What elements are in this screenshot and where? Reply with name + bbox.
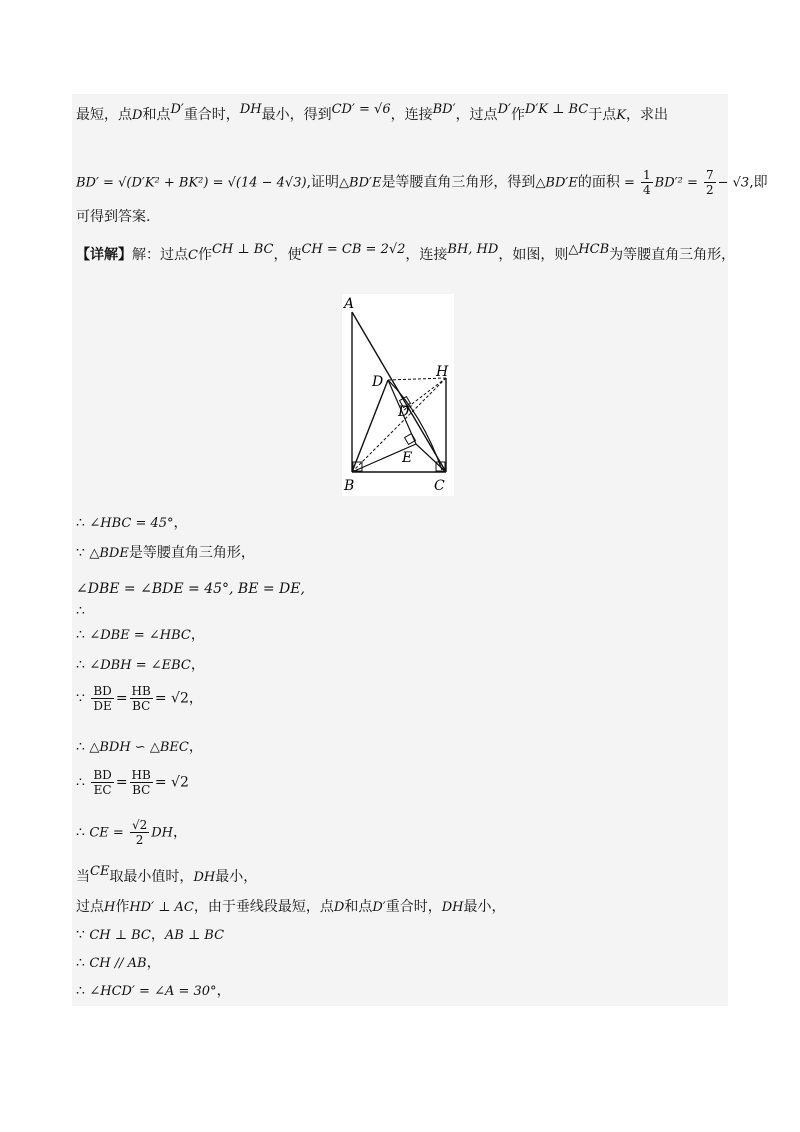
triangle-diagram <box>342 294 454 496</box>
text-line-8: ∴ ∠DBE = ∠HBC， <box>76 627 205 643</box>
text-line-13: ∴ CE = $\frac{√2}{2}$ DH， <box>76 818 187 847</box>
label-A: A <box>344 296 355 312</box>
text-line-10: ∵ $\frac{BD}{DE}$ = $\frac{HB}{BC}$ = √2， <box>76 684 203 713</box>
label-D-prime: D′ <box>398 404 413 420</box>
text-line-3: 可得到答案. <box>76 209 151 225</box>
text-line-17: ∴ CH // AB， <box>76 955 161 971</box>
text-line-12: ∴ $\frac{BD}{EC}$ = $\frac{HB}{BC}$ = √2 <box>76 768 189 797</box>
text-line-16: ∵ CH ⊥ BC，AB ⊥ BC <box>76 927 225 943</box>
text-line-7: ∠DBE = ∠BDE = 45°, BE = DE, ∴ <box>76 581 305 619</box>
text-line-14: 当CE取最小值时，DH最小， <box>76 864 258 885</box>
text-line-11: ∴ △BDH ∽ △BEC， <box>76 739 203 755</box>
text-line-5: ∴ ∠HBC = 45°， <box>76 515 188 531</box>
text-line-15: 过点H作HD′ ⊥ AC，由于垂线段最短，点D和点D′重合时，DH最小， <box>76 899 506 915</box>
label-C: C <box>434 478 445 494</box>
label-D: D <box>372 374 384 390</box>
document-page <box>72 94 768 1006</box>
text-line-2: BD′ = √(D′K² + BK²) = √(14 − 4√3),证明△BD′E是等腰直角三角形，得到△BD′E的面积 = $\frac{1}{4}$ BD′² = $\frac{7}{2}$ − √3,即 <box>76 168 768 197</box>
label-E: E <box>402 450 413 466</box>
text-line-6: ∵ △BDE是等腰直角三角形， <box>76 545 255 561</box>
text-line-1: 最短，点D和点D′重合时，DH最小，得到CD′ = √6，连接BD′，过点D′作D′K ⊥ BC于点K，求出 <box>76 102 668 123</box>
label-H: H <box>436 364 449 380</box>
geometry-figure <box>342 294 454 496</box>
text-line-4: 【详解】解：过点C作CH ⊥ BC，使CH = CB = 2√2，连接BH, HD，如图，则△HCB为等腰直角三角形， <box>76 242 736 263</box>
text-line-18: ∴ ∠HCD′ = ∠A = 30°， <box>76 983 231 999</box>
label-B: B <box>344 478 355 494</box>
text-line-9: ∴ ∠DBH = ∠EBC， <box>76 657 205 673</box>
